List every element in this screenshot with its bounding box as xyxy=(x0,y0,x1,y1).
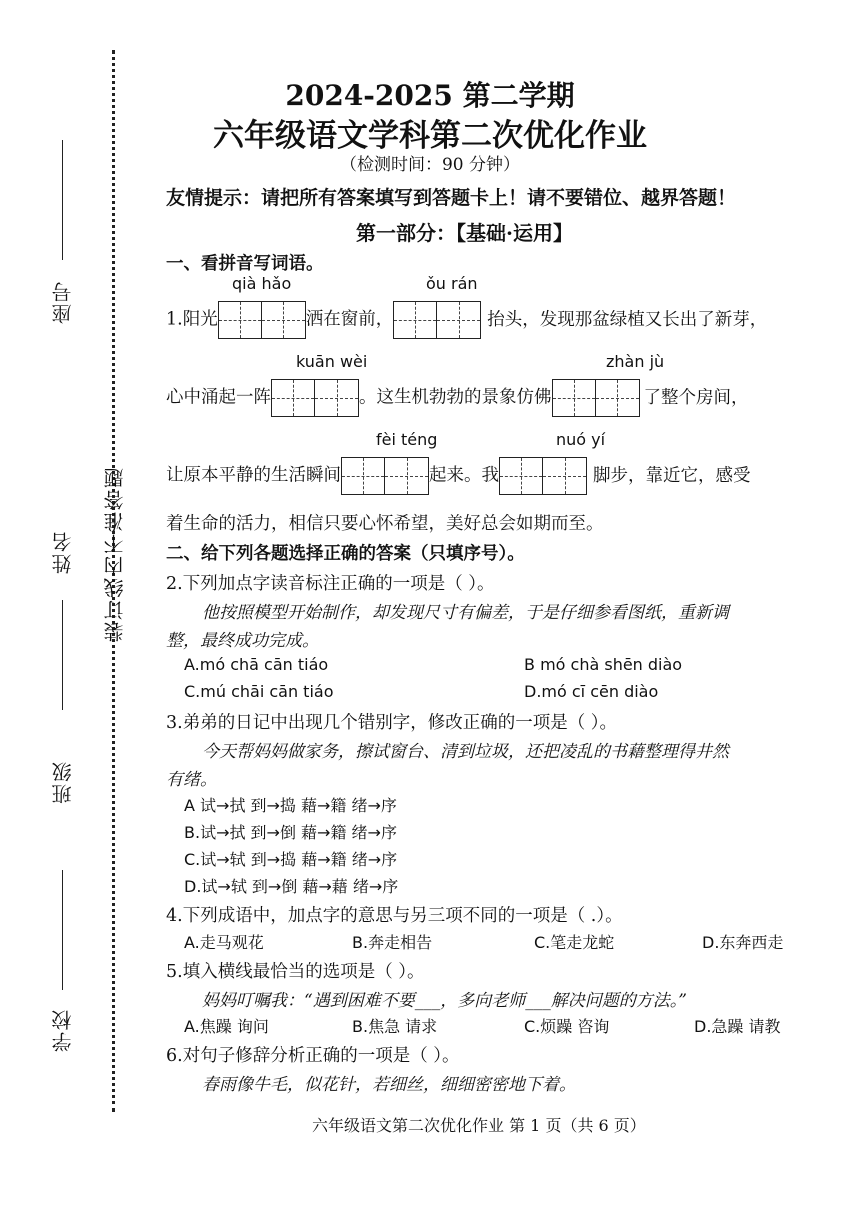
part1-heading: 第一部分：【基础·运用】 xyxy=(356,221,573,245)
q3-option-b[interactable]: B.试→拭 到→倒 藉→籍 绪→序 xyxy=(184,823,397,842)
text: 洒在窗前， xyxy=(305,309,394,330)
q3-passage-1: 今天帮妈妈做家务，擦试窗台、清到垃圾，还把凌乱的书藉整理得井然 xyxy=(202,742,729,762)
q4-option-c[interactable]: C.笔走龙蛇 xyxy=(534,933,615,952)
q5-option-b[interactable]: B.焦急 请求 xyxy=(352,1017,438,1036)
title-year: 2024-2025 第二学期 xyxy=(285,79,575,112)
pinyin-2: ǒu rán xyxy=(426,274,478,293)
pinyin-6: nuó yí xyxy=(556,430,606,449)
class-blank[interactable] xyxy=(62,870,63,990)
sec1-heading: 一、看拼音写词语。 xyxy=(166,254,324,274)
sentence-line-1 xyxy=(166,301,767,339)
q5-stem: 5.填入横线最恰当的选项是（ ）。 xyxy=(166,962,425,982)
sec2-heading: 二、给下列各题选择正确的答案（只填序号）。 xyxy=(166,544,525,564)
q6-passage: 春雨像牛毛，似花针，若细丝，细细密密地下着。 xyxy=(202,1075,576,1095)
name-blank[interactable] xyxy=(62,600,63,710)
q5-passage: 妈妈叮嘱我：“遇到困难不要___，多向老师___解决问题的方法。” xyxy=(202,991,687,1011)
text: 让原本平静的生活瞬间 xyxy=(166,465,341,486)
school-label: 学校 xyxy=(51,1008,75,1052)
answer-box-2[interactable] xyxy=(393,301,481,339)
binding-warning: 装订线内不准答题 xyxy=(103,466,127,642)
q2-option-c[interactable]: C.mú chāi cān tiáo xyxy=(184,682,334,701)
q4-stem: 4.下列成语中，加点字的意思与另三项不同的一项是（ .）。 xyxy=(166,906,623,926)
text: 1.阳光 xyxy=(166,309,218,330)
text: 。这生机勃勃的景象仿佛 xyxy=(359,387,552,408)
answer-box-3[interactable] xyxy=(271,379,359,417)
q4-option-d[interactable]: D.东奔西走 xyxy=(702,933,784,952)
pinyin-4: zhàn jù xyxy=(606,352,665,371)
text: 抬头，发现那盆绿植又长出了新芽， xyxy=(487,309,768,330)
q4-option-b[interactable]: B.奔走相告 xyxy=(352,933,433,952)
text: 了整个房间， xyxy=(643,387,749,408)
page-footer: 六年级语文第二次优化作业 第 1 页（共 6 页） xyxy=(312,1116,646,1135)
text: 心中涌起一阵 xyxy=(166,387,271,408)
answer-box-4[interactable] xyxy=(552,379,640,417)
answer-box-5[interactable] xyxy=(341,457,429,495)
title-main: 六年级语文学科第二次优化作业 xyxy=(213,118,647,154)
class-label: 班级 xyxy=(51,760,75,804)
q2-option-b[interactable]: B mó chà shēn diào xyxy=(524,655,683,674)
q3-passage-2: 有绪。 xyxy=(166,770,217,790)
sentence-line-4: 着生命的活力，相信只要心怀希望，美好总会如期而至。 xyxy=(166,514,604,534)
q2-option-a[interactable]: A.mó chā cān tiáo xyxy=(184,655,329,674)
sentence-line-3 xyxy=(166,457,751,495)
text: 脚步，靠近它，感受 xyxy=(593,465,751,486)
tip: 友情提示：请把所有答案填写到答题卡上！请不要错位、越界答题！ xyxy=(166,187,737,209)
q5-option-a[interactable]: A.焦躁 询问 xyxy=(184,1017,269,1036)
q6-stem: 6.对句子修辞分析正确的一项是（ ）。 xyxy=(166,1046,460,1066)
q3-option-d[interactable]: D.试→轼 到→倒 藉→藉 绪→序 xyxy=(184,877,399,896)
q5-option-c[interactable]: C.烦躁 咨询 xyxy=(524,1017,610,1036)
answer-box-6[interactable] xyxy=(499,457,587,495)
q3-option-c[interactable]: C.试→轼 到→捣 藉→籍 绪→序 xyxy=(184,850,398,869)
q2-passage-1: 他按照模型开始制作，却发现尺寸有偏差，于是仔细参看图纸，重新调 xyxy=(202,603,729,623)
q4-option-a[interactable]: A.走马观花 xyxy=(184,933,264,952)
pinyin-3: kuān wèi xyxy=(296,352,368,371)
name-label: 姓名 xyxy=(51,530,75,574)
answer-box-1[interactable] xyxy=(218,301,306,339)
pinyin-1: qià hǎo xyxy=(232,274,292,293)
sentence-line-2 xyxy=(166,379,749,417)
pinyin-5: fèi téng xyxy=(376,430,438,449)
seat-label: 座号 xyxy=(51,280,75,324)
q5-option-d[interactable]: D.急躁 请教 xyxy=(694,1017,781,1036)
q3-option-a[interactable]: A 试→拭 到→捣 藉→籍 绪→序 xyxy=(184,796,397,815)
text: 起来。我 xyxy=(429,465,499,486)
q3-stem: 3.弟弟的日记中出现几个错别字，修改正确的一项是（ ）。 xyxy=(166,713,618,733)
q2-option-d[interactable]: D.mó cī cēn diào xyxy=(524,682,659,701)
time-note: （检测时间：90 分钟） xyxy=(339,155,521,175)
q2-passage-2: 整，最终成功完成。 xyxy=(166,631,319,651)
q2-stem: 2.下列加点字读音标注正确的一项是（ ）。 xyxy=(166,574,495,594)
